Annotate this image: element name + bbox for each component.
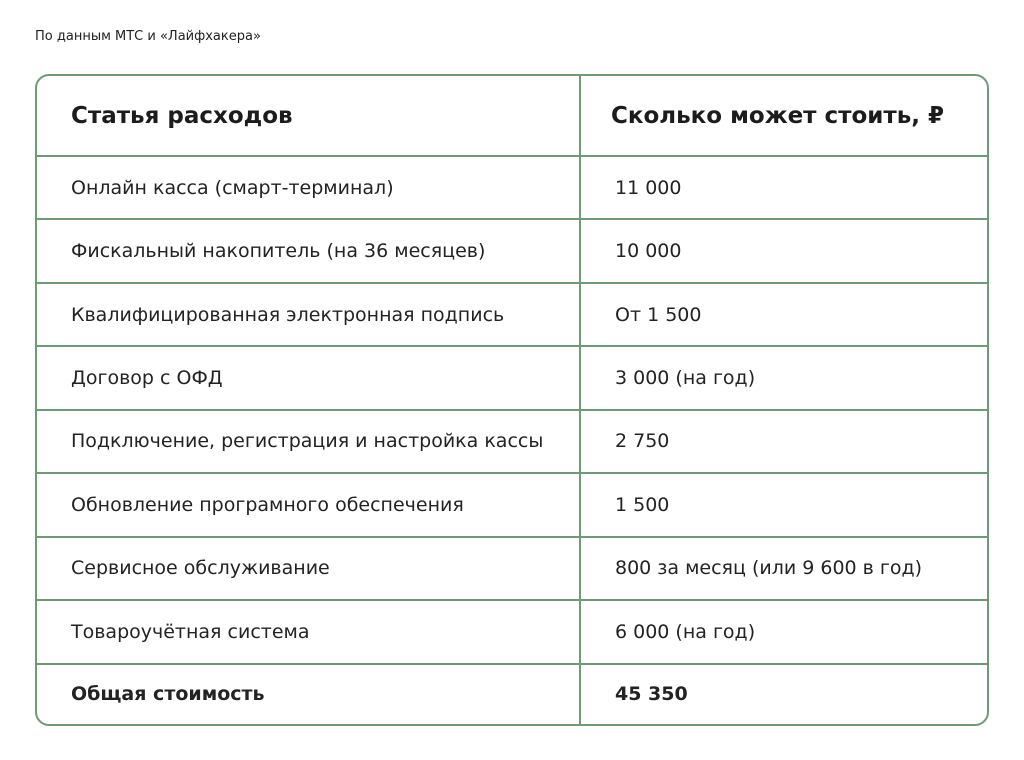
cost-cell: 10 000: [580, 219, 987, 282]
cost-cell: 11 000: [580, 156, 987, 219]
table-row: [37, 600, 987, 663]
total-row: [37, 664, 987, 725]
expense-item-cell: Сервисное обслуживание: [37, 537, 580, 600]
table-row: [37, 283, 987, 346]
cost-cell: 6 000 (на год): [580, 600, 987, 663]
cost-table: [37, 76, 987, 724]
expense-item-cell: Договор с ОФД: [37, 346, 580, 409]
table-header-row: [37, 76, 987, 156]
header-expense-item: Статья расходов: [37, 76, 580, 156]
expense-item-cell: Квалифицированная электронная подпись: [37, 283, 580, 346]
cost-cell: От 1 500: [580, 283, 987, 346]
cost-cell: 800 за месяц (или 9 600 в год): [580, 537, 987, 600]
cost-cell: 1 500: [580, 473, 987, 536]
table-row: [37, 156, 987, 219]
total-value: 45 350: [615, 683, 688, 706]
table-row: [37, 346, 987, 409]
expense-item-cell: Подключение, регистрация и настройка кассы: [37, 410, 580, 473]
table-row: [37, 473, 987, 536]
expense-item-cell: Обновление програмного обеспечения: [37, 473, 580, 536]
table-row: [37, 219, 987, 282]
table-row: [37, 410, 987, 473]
source-note: По данным МТС и «Лайфхакера»: [35, 29, 261, 44]
expense-item-cell: Фискальный накопитель (на 36 месяцев): [37, 219, 580, 282]
table-row: [37, 537, 987, 600]
total-label: Общая стоимость: [37, 664, 580, 725]
expense-item-cell: Онлайн касса (смарт-терминал): [37, 156, 580, 219]
cost-table-card: [35, 74, 989, 726]
expense-item-cell: Товароучётная система: [37, 600, 580, 663]
cost-cell: 2 750: [580, 410, 987, 473]
header-cost: Сколько может стоить, ₽: [580, 76, 987, 156]
cost-cell: 3 000 (на год): [580, 346, 987, 409]
